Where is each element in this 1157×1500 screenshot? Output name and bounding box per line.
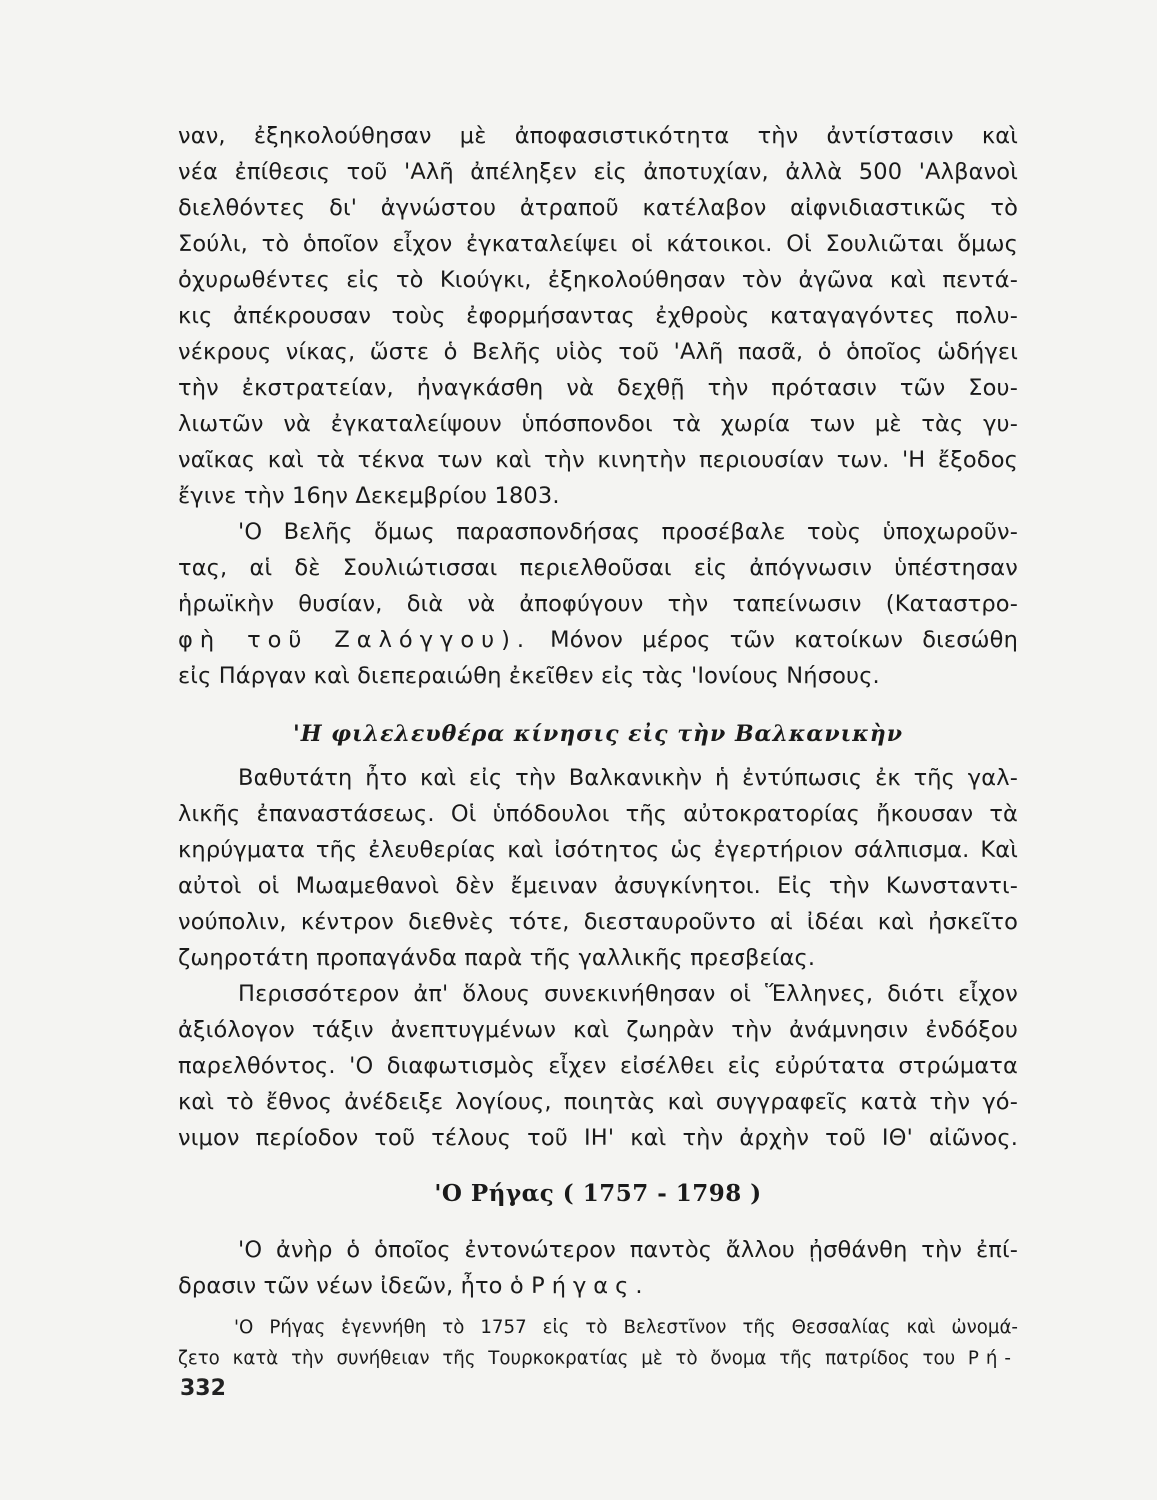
text-line: διελθόντες δι' ἀγνώστου ἀτραποῦ κατέλαβον αἰφνιδιαστικῶς τὸ — [178, 195, 1018, 221]
text-line: τὴν ἐκστρατείαν, ἠναγκάσθη νὰ δεχθῇ τὴν πρότασιν τῶν Σου- — [178, 375, 1018, 401]
spaced-emphasis: Ρήγας. — [531, 1273, 650, 1299]
section-heading-balkan: 'Η φιλελευθέρα κίνησις εἰς τὴν Βαλκανικὴν — [292, 721, 903, 747]
paragraph-rigas — [178, 1232, 1018, 1304]
spaced-emphasis: φὴ τοῦ Ζαλόγγου). — [178, 627, 532, 653]
text-line: αὐτοὶ οἱ Μωαμεθανοὶ δὲν ἔμειναν ἀσυγκίνητοι. Εἰς τὴν Κωνσταντι- — [178, 873, 1018, 899]
text-line: νούπολιν, κέντρον διεθνὲς τότε, διεσταυροῦντο αἱ ἰδέαι καὶ ἠσκεῖτο — [178, 909, 1018, 935]
paragraph-greeks — [178, 976, 1018, 1156]
text-line — [178, 1268, 1018, 1304]
text-line: ναν, ἐξηκολούθησαν μὲ ἀποφασιστικότητα τὴν ἀντίστασιν καὶ — [178, 123, 1018, 149]
footnote — [178, 1312, 1018, 1374]
paragraph-zalongo — [178, 514, 1018, 694]
footnote-line: 'Ο Ρήγας ἐγεννήθη τὸ 1757 εἰς τὸ Βελεστῖνον τῆς Θεσσαλίας καὶ ὠνομά- — [234, 1317, 1018, 1338]
text-line: Βαθυτάτη ἦτο καὶ εἰς τὴν Βαλκανικὴν ἡ ἐντύπωσις ἐκ τῆς γαλ- — [238, 765, 1018, 791]
text-line: λικῆς ἐπαναστάσεως. Οἱ ὑπόδουλοι τῆς αὐτοκρατορίας ἤκουσαν τὰ — [178, 801, 1018, 827]
text-span: Μόνον μέρος τῶν κατοίκων διεσώθη — [550, 627, 1018, 653]
page-number: 332 — [180, 1376, 226, 1401]
paragraph-souli-continuation — [178, 118, 1018, 514]
text-line: εἰς Πάργαν καὶ διεπεραιώθη ἐκεῖθεν εἰς τὰς 'Ιονίους Νήσους. — [178, 663, 880, 689]
text-span: ζετο κατὰ τὴν συνήθειαν τῆς Τουρκοκρατίας μὲ τὸ ὄνομα τῆς πατρίδος του — [178, 1348, 956, 1369]
text-line: τας, αἱ δὲ Σουλιώτισσαι περιελθοῦσαι εἰς ἀπόγνωσιν ὑπέστησαν — [178, 555, 1018, 581]
text-line: παρελθόντος. 'Ο διαφωτισμὸς εἶχεν εἰσέλθει εἰς εὐρύτατα στρώματα — [178, 1053, 1018, 1079]
text-line: ὀχυρωθέντες εἰς τὸ Κιούγκι, ἐξηκολούθησαν τὸν ἀγῶνα καὶ πεντά- — [178, 267, 1018, 293]
text-line: ἡρωϊκὴν θυσίαν, διὰ νὰ ἀποφύγουν τὴν ταπείνωσιν (Καταστρο- — [178, 591, 1018, 617]
footnote-line — [178, 1343, 1018, 1374]
text-line: κηρύγματα τῆς ἐλευθερίας καὶ ἰσότητος ὡς ἐγερτήριον σάλπισμα. Καὶ — [178, 837, 1018, 863]
text-line: ζωηροτάτη προπαγάνδα παρὰ τῆς γαλλικῆς πρεσβείας. — [178, 945, 816, 971]
text-span: δρασιν τῶν νέων ἰδεῶν, ἦτο ὁ — [178, 1273, 524, 1299]
text-line: 'Ο Βελῆς ὅμως παρασπονδήσας προσέβαλε τοὺς ὑποχωροῦν- — [238, 519, 1018, 545]
text-line: Σούλι, τὸ ὁποῖον εἶχον ἐγκαταλείψει οἱ κάτοικοι. Οἱ Σουλιῶται ὅμως — [178, 231, 1018, 257]
text-line: νέκρους νίκας, ὥστε ὁ Βελῆς υἱὸς τοῦ 'Αλῆ πασᾶ, ὁ ὁποῖος ὡδήγει — [178, 339, 1018, 365]
text-line: νιμον περίοδον τοῦ τέλους τοῦ ΙΗ' καὶ τὴν ἀρχὴν τοῦ ΙΘ' αἰῶνος. — [178, 1125, 1018, 1151]
text-line: ἀξιόλογον τάξιν ἀνεπτυγμένων καὶ ζωηρὰν τὴν ἀνάμνησιν ἐνδόξου — [178, 1017, 1018, 1043]
text-line: λιωτῶν νὰ ἐγκαταλείψουν ὑπόσπονδοι τὰ χωρία των μὲ τὰς γυ- — [178, 411, 1018, 437]
text-line: καὶ τὸ ἔθνος ἀνέδειξε λογίους, ποιητὰς καὶ συγγραφεῖς κατὰ τὴν γό- — [178, 1089, 1018, 1115]
text-line: 'Ο ἀνὴρ ὁ ὁποῖος ἐντονώτερον παντὸς ἄλλου ᾐσθάνθη τὴν ἐπί- — [238, 1237, 1018, 1263]
text-line: Περισσότερον ἀπ' ὅλους συνεκινήθησαν οἱ Ἕλληνες, διότι εἶχον — [238, 981, 1018, 1007]
text-line — [178, 622, 1018, 658]
text-line: ἔγινε τὴν 16ην Δεκεμβρίου 1803. — [178, 483, 560, 509]
paragraph-balkan-impression — [178, 760, 1018, 976]
page-body — [178, 118, 1018, 1374]
text-line: νέα ἐπίθεσις τοῦ 'Αλῆ ἀπέληξεν εἰς ἀποτυχίαν, ἀλλὰ 500 'Αλβανοὶ — [178, 159, 1018, 185]
section-heading-rigas: 'Ο Ρήγας ( 1757 - 1798 ) — [434, 1180, 762, 1207]
text-line: ναῖκας καὶ τὰ τέκνα των καὶ τὴν κινητὴν περιουσίαν των. 'Η ἔξοδος — [178, 447, 1018, 473]
spaced-emphasis: Ρή- — [967, 1348, 1018, 1369]
text-line: κις ἀπέκρουσαν τοὺς ἐφορμήσαντας ἐχθροὺς καταγαγόντες πολυ- — [178, 303, 1018, 329]
